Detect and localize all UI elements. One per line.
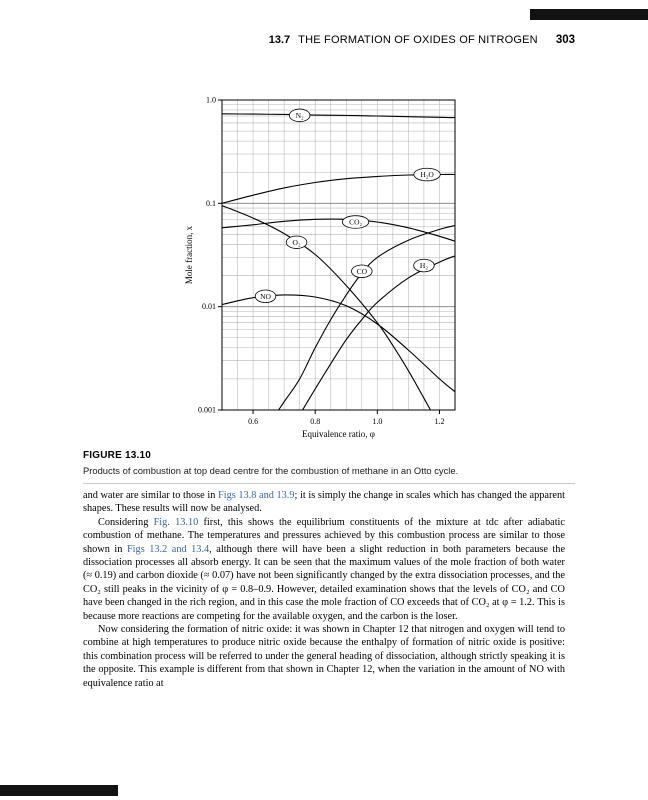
x-tick-label: 1.2: [434, 417, 445, 426]
figure-caption-block: [83, 450, 575, 484]
body-text: [83, 489, 565, 690]
species-label: N₂: [295, 110, 304, 120]
plot-border: [222, 100, 455, 410]
x-tick-label: 0.6: [248, 417, 259, 426]
species-label: CO: [356, 266, 368, 276]
curve-N₂: [222, 114, 455, 118]
y-tick-label: 0.01: [202, 302, 216, 312]
x-tick-label: 0.8: [310, 417, 321, 426]
paragraph: and water are similar to those in Figs 13.8 and 13.9; it is simply the change in scales which has changed the apparent shapes. These results will now be analysed.: [83, 490, 565, 515]
x-axis-title: Equivalence ratio, φ: [302, 429, 375, 439]
species-label: H₂O: [420, 170, 434, 180]
caption-divider: [83, 483, 575, 484]
figure-reference-link[interactable]: Figs 13.2 and 13.4: [126, 543, 210, 555]
figure-chart: [180, 92, 470, 448]
y-tick-label: 0.1: [206, 198, 216, 208]
species-label: CO₂: [349, 217, 363, 227]
section-number: 13.7: [268, 34, 291, 46]
y-tick-label: 0.001: [198, 405, 216, 415]
page-number: 303: [555, 34, 575, 46]
top-corner-bar: [530, 9, 648, 20]
section-title: THE FORMATION OF OXIDES OF NITROGEN: [298, 34, 538, 46]
bottom-corner-bar: [0, 785, 118, 796]
y-axis-title: Mole fraction, x: [184, 225, 194, 285]
curve-CO₂: [222, 219, 455, 241]
x-tick-label: 1.0: [372, 417, 383, 426]
running-head: [83, 34, 575, 46]
chart-grid: [222, 100, 455, 410]
figure-label: FIGURE 13.10: [83, 450, 151, 461]
species-label: NO: [260, 291, 271, 301]
figure-reference-link[interactable]: Fig. 13.10: [153, 516, 199, 528]
paragraph: Now considering the formation of nitric oxide: it was shown in Chapter 12 that nitrogen and oxygen will tend to combine at high temperatures to produce nitric oxide because the enthalpy of formation of nitric oxide is positive: this combination process will be referred to under the general heading of dissociation, although strictly speaking it is the opposite. This example is different from that shown in Chapter 12, when the variation in the amount of NO with equivalence ratio at: [83, 624, 565, 689]
species-label: O₂: [292, 237, 301, 247]
curve-NO: [222, 295, 455, 392]
species-label: H₂: [419, 261, 428, 271]
figure-reference-link[interactable]: Figs 13.8 and 13.9: [218, 490, 295, 501]
y-tick-label: 1.0: [206, 95, 216, 105]
figure-caption: Products of combustion at top dead centre for the combustion of methane in an Otto cycle.: [83, 465, 459, 476]
paragraph: Considering Fig. 13.10 first, this shows the equilibrium constituents of the mixture at tdc after adiabatic combustion of methane. The temperatures and pressures achieved by this combustion process are similar to those shown in Figs 13.2 and 13.4, although there will have been a slight reduction in both parameters because the dissociation processes all absorb energy. It can be seen that the maximum values of the mole fraction of both water (≈ 0.19) and carbon dioxide (≈ 0.07) have not been significantly changed by the extra dissociation processes, and the CO₂ still peaks in the vicinity of φ = 0.8–0.9. However, detailed examination shows that the levels of CO₂ and CO have been changed in the rich region, and in this case the mole fraction of CO exceeds that of CO₂ at φ = 1.2. This is because more reactions are competing for the available oxygen, and the carbon is the loser.: [83, 516, 566, 622]
